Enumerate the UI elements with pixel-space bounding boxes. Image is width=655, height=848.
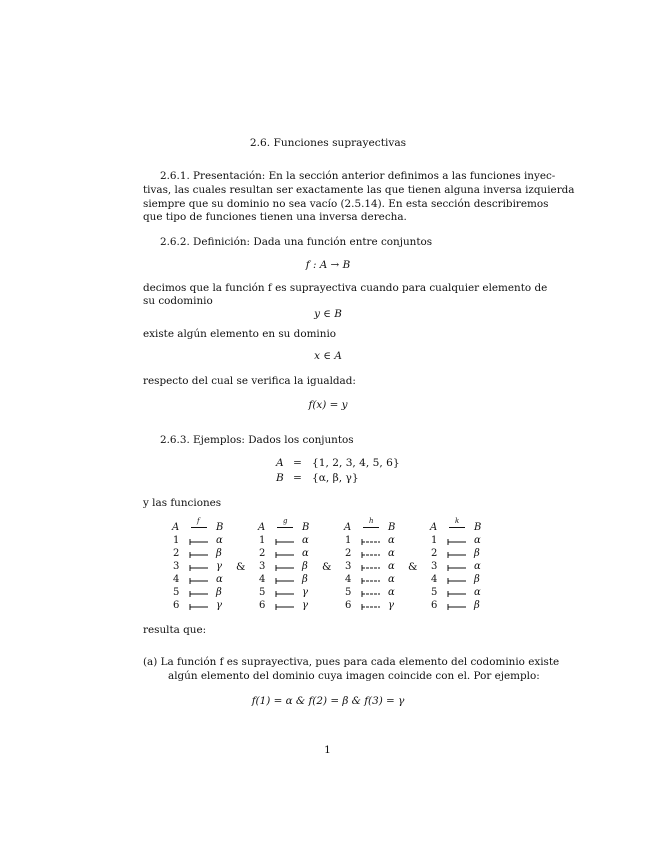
table-g-domain-value: 2: [259, 548, 266, 559]
table-g-codomain-value: β: [302, 561, 308, 572]
table-g-domain-value: 6: [259, 600, 266, 611]
equation-fx-equals-y: f(x) = y: [308, 399, 348, 411]
table-k-domain-value: 1: [431, 535, 438, 546]
maps-to-arrow-icon: [361, 589, 381, 599]
table-g-domain-value: 5: [259, 587, 266, 598]
table-k-codomain-value: β: [474, 548, 480, 559]
table-h-domain-header: A: [344, 522, 352, 533]
set-b-equals: =: [293, 472, 302, 484]
table-k-codomain-value: α: [474, 587, 481, 598]
table-g-codomain-value: γ: [302, 587, 308, 598]
equation-y-in-b: y ∈ B: [314, 308, 342, 320]
table-k: [430, 517, 500, 617]
maps-to-arrow-icon: [361, 563, 381, 573]
maps-to-arrow-icon: [189, 602, 209, 612]
table-f-domain-value: 2: [173, 548, 180, 559]
set-b-elements: {α, β, γ}: [312, 472, 359, 484]
table-f-domain-header: A: [172, 522, 180, 533]
table-k-domain-value: 2: [431, 548, 438, 559]
set-equations: [0, 457, 655, 487]
presentacion-line-3: siempre que su dominio no sea vacío (2.5.14). En esta sección describiremos: [143, 198, 549, 210]
maps-to-arrow-icon: [275, 576, 295, 586]
maps-to-arrow-icon: [447, 550, 467, 560]
ampersand-separator: &: [322, 561, 332, 573]
item-a-equation: f(1) = α & f(2) = β & f(3) = γ: [251, 695, 405, 707]
table-k-domain-value: 6: [431, 600, 438, 611]
table-h-codomain-value: γ: [388, 600, 394, 611]
definicion-intro: 2.6.2. Definición: Dada una función entre conjuntos: [160, 236, 433, 248]
page-number: 1: [324, 744, 331, 756]
table-h-domain-value: 3: [345, 561, 352, 572]
table-g-codomain-value: α: [302, 535, 309, 546]
maps-to-arrow-icon: [189, 537, 209, 547]
ejemplos-intro: 2.6.3. Ejemplos: Dados los conjuntos: [160, 434, 354, 446]
table-f: [172, 517, 242, 617]
table-k-domain-value: 5: [431, 587, 438, 598]
table-f-domain-value: 3: [173, 561, 180, 572]
maps-to-arrow-icon: [447, 537, 467, 547]
table-k-codomain-value: β: [474, 600, 480, 611]
table-h-codomain-value: α: [388, 587, 395, 598]
table-h-codomain-value: α: [388, 574, 395, 585]
table-f-domain-value: 5: [173, 587, 180, 598]
maps-to-arrow-icon: [275, 550, 295, 560]
section-title: 2.6. Funciones suprayectivas: [249, 137, 407, 149]
table-f-domain-value: 1: [173, 535, 180, 546]
maps-to-arrow-icon: [189, 576, 209, 586]
table-g-codomain-value: β: [302, 574, 308, 585]
table-g-domain-value: 3: [259, 561, 266, 572]
table-k-codomain-header: B: [474, 522, 482, 533]
table-h-domain-value: 2: [345, 548, 352, 559]
table-h-header-arrow: [363, 527, 379, 528]
table-f-header-arrow: [191, 527, 207, 528]
table-g: [258, 517, 328, 617]
table-f-codomain-value: γ: [216, 600, 222, 611]
table-k-domain-header: A: [430, 522, 438, 533]
maps-to-arrow-icon: [447, 563, 467, 573]
table-h-codomain-value: α: [388, 548, 395, 559]
maps-to-arrow-icon: [189, 589, 209, 599]
table-g-domain-header: A: [258, 522, 266, 533]
maps-to-arrow-icon: [361, 550, 381, 560]
maps-to-arrow-icon: [275, 563, 295, 573]
maps-to-arrow-icon: [447, 602, 467, 612]
item-a-line-1: (a) La función f es suprayectiva, pues para cada elemento del codominio existe: [143, 656, 560, 668]
definicion-line-4: respecto del cual se verifica la igualdad:: [143, 375, 356, 387]
resulta-que: resulta que:: [143, 624, 207, 636]
table-f-domain-value: 6: [173, 600, 180, 611]
maps-to-arrow-icon: [361, 602, 381, 612]
table-f-codomain-value: α: [216, 574, 223, 585]
equation-f-a-to-b: f : A → B: [305, 259, 351, 271]
table-h-codomain-value: α: [388, 561, 395, 572]
set-b-name: B: [276, 472, 284, 484]
table-h-codomain-value: α: [388, 535, 395, 546]
table-f-domain-value: 4: [173, 574, 180, 585]
ampersand-separator: &: [236, 561, 246, 573]
table-k-domain-value: 3: [431, 561, 438, 572]
table-f-codomain-value: β: [216, 587, 222, 598]
table-k-codomain-value: β: [474, 574, 480, 585]
y-las-funciones: y las funciones: [143, 497, 222, 509]
maps-to-arrow-icon: [447, 589, 467, 599]
table-h-domain-value: 4: [345, 574, 352, 585]
maps-to-arrow-icon: [189, 550, 209, 560]
maps-to-arrow-icon: [275, 537, 295, 547]
maps-to-arrow-icon: [275, 602, 295, 612]
table-k-header-arrow: [449, 527, 465, 528]
table-f-codomain-value: β: [216, 548, 222, 559]
table-k-domain-value: 4: [431, 574, 438, 585]
set-a-name: A: [276, 457, 284, 469]
table-k-function-name: k: [455, 517, 460, 525]
table-k-codomain-value: α: [474, 535, 481, 546]
table-g-domain-value: 4: [259, 574, 266, 585]
table-k-codomain-value: α: [474, 561, 481, 572]
table-f-function-name: f: [197, 517, 200, 525]
equation-x-in-a: x ∈ A: [314, 350, 342, 362]
ampersand-separator: &: [408, 561, 418, 573]
set-a-equals: =: [293, 457, 302, 469]
maps-to-arrow-icon: [447, 576, 467, 586]
maps-to-arrow-icon: [361, 576, 381, 586]
table-h-domain-value: 6: [345, 600, 352, 611]
table-h-function-name: h: [369, 517, 374, 525]
table-h: [344, 517, 414, 617]
presentacion-line-1: 2.6.1. Presentación: En la sección anterior definimos a las funciones inyec-: [160, 170, 556, 182]
table-f-codomain-value: α: [216, 535, 223, 546]
definicion-line-3: existe algún elemento en su dominio: [143, 328, 337, 340]
table-f-codomain-value: γ: [216, 561, 222, 572]
table-g-domain-value: 1: [259, 535, 266, 546]
maps-to-arrow-icon: [275, 589, 295, 599]
set-a-elements: {1, 2, 3, 4, 5, 6}: [312, 457, 400, 469]
presentacion-line-4: que tipo de funciones tienen una inversa derecha.: [143, 211, 407, 223]
maps-to-arrow-icon: [361, 537, 381, 547]
table-g-codomain-value: α: [302, 548, 309, 559]
table-g-function-name: g: [283, 517, 288, 525]
table-g-codomain-header: B: [302, 522, 310, 533]
table-g-codomain-value: γ: [302, 600, 308, 611]
definicion-line-2: su codominio: [143, 295, 213, 307]
table-f-codomain-header: B: [216, 522, 224, 533]
table-g-header-arrow: [277, 527, 293, 528]
item-a-line-2: algún elemento del dominio cuya imagen coincide con el. Por ejemplo:: [168, 670, 540, 682]
table-h-domain-value: 5: [345, 587, 352, 598]
presentacion-line-2: tivas, las cuales resultan ser exactamente las que tienen alguna inversa izquierda: [143, 184, 575, 196]
definicion-line-1: decimos que la función f es suprayectiva cuando para cualquier elemento de: [143, 282, 548, 294]
table-h-codomain-header: B: [388, 522, 396, 533]
table-h-domain-value: 1: [345, 535, 352, 546]
maps-to-arrow-icon: [189, 563, 209, 573]
